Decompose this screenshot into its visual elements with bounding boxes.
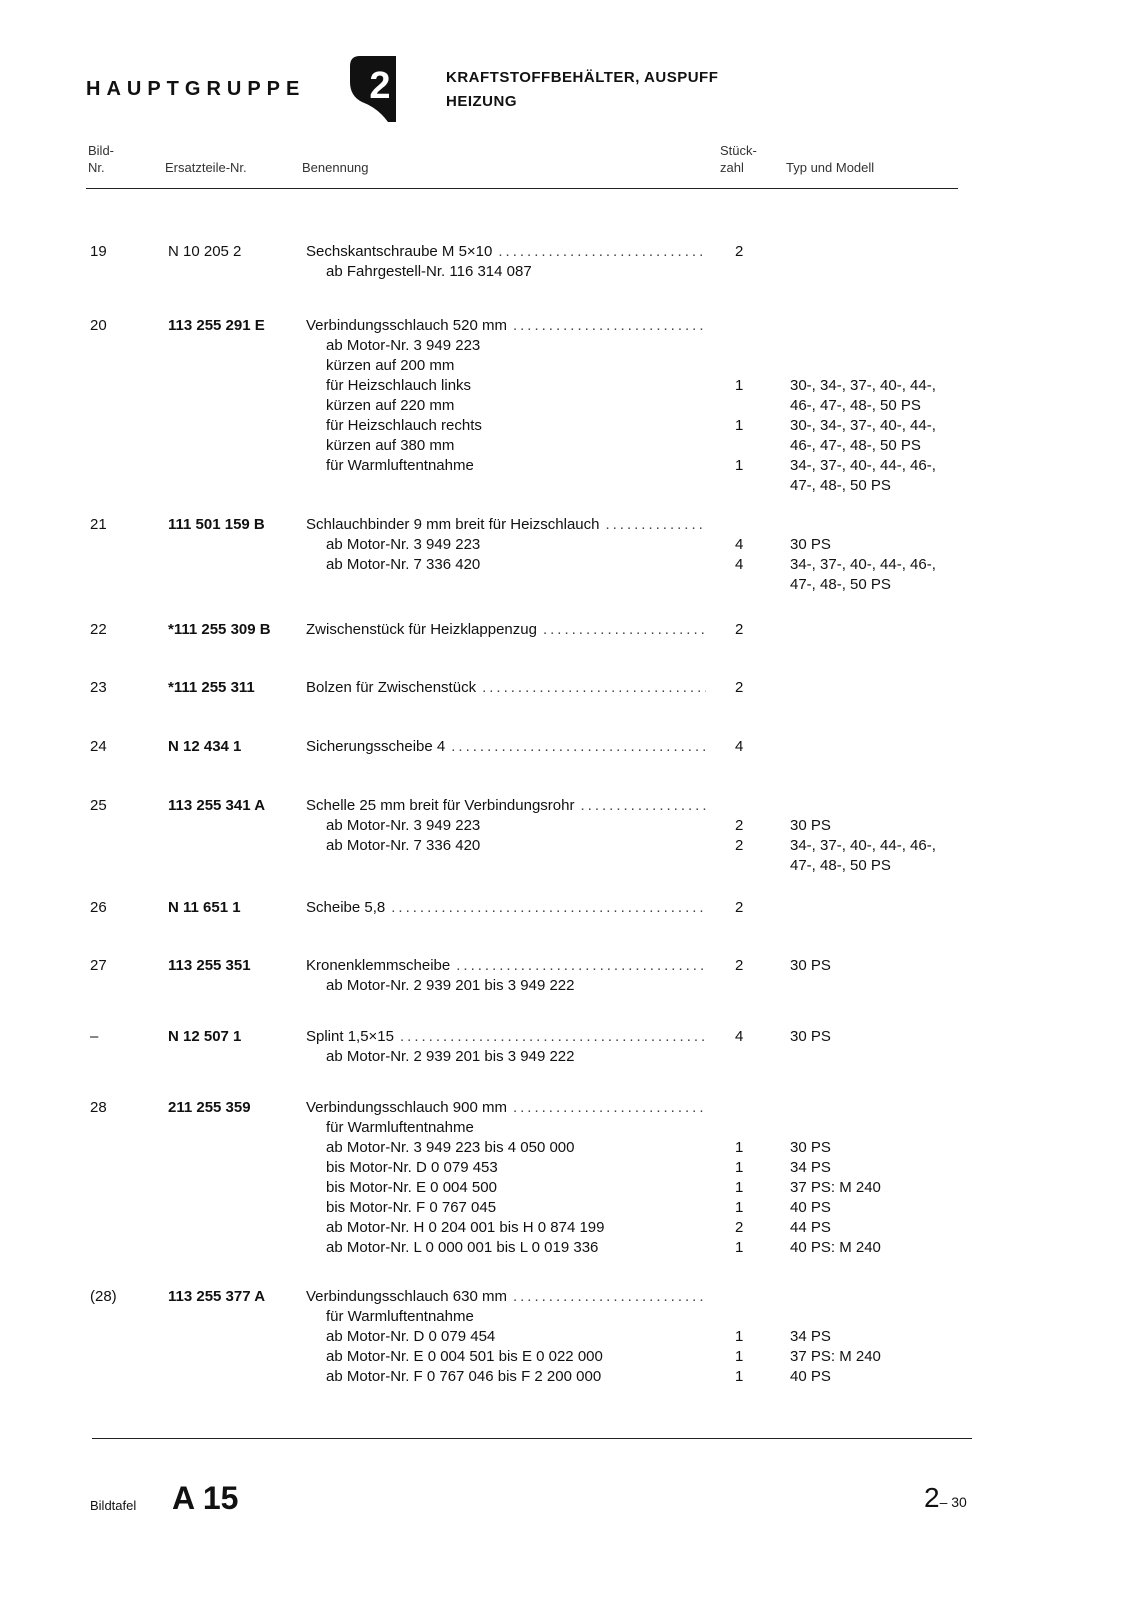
type-model-column (790, 1027, 831, 1047)
quantity: 2 (735, 679, 744, 696)
description-subline: ab Motor-Nr. 3 949 223 (326, 536, 481, 553)
col-header-bild-nr-line2: Nr. (88, 160, 105, 175)
description-lead-text: Zwischenstück für Heizklappenzug (306, 621, 537, 638)
quantity-column (735, 1098, 749, 1258)
leader-dots (513, 1098, 706, 1118)
leader-dots (543, 620, 706, 640)
type-model: 40 PS (790, 1368, 831, 1385)
description-lead-text: Verbindungsschlauch 630 mm (306, 1288, 507, 1305)
col-header-type: Typ und Modell (786, 160, 875, 175)
quantity-column (735, 515, 749, 575)
leader-dots (451, 737, 706, 757)
type-model (790, 796, 936, 816)
quantity: 1 (735, 1328, 744, 1345)
description-subline: kürzen auf 220 mm (326, 397, 455, 414)
col-header-bild-nr-line1: Bild- (88, 143, 115, 158)
type-model (790, 336, 936, 356)
quantity-column (735, 796, 749, 856)
quantity: 2 (735, 837, 744, 854)
type-model-column (790, 515, 936, 595)
type-model: 46-, 47-, 48-, 50 PS (790, 397, 921, 414)
quantity: 1 (735, 417, 744, 434)
quantity (735, 1287, 749, 1307)
type-model: 30 PS (790, 817, 831, 834)
type-model: 30-, 34-, 37-, 40-, 44-, (790, 377, 936, 394)
col-header-bild-nr (88, 142, 114, 176)
quantity: 2 (735, 957, 744, 974)
part-description (306, 620, 706, 640)
bild-nr: 28 (90, 1099, 107, 1116)
description-subline: kürzen auf 380 mm (326, 437, 455, 454)
col-header-qty-line1: Stück- (720, 143, 757, 158)
description-lead (306, 678, 706, 698)
type-model-column (790, 1098, 881, 1258)
col-header-qty (720, 142, 757, 176)
quantity: 1 (735, 1239, 744, 1256)
description-subline: für Warmluftentnahme (326, 1119, 474, 1136)
quantity: 4 (735, 556, 744, 573)
part-number: *111 255 309 B (168, 621, 271, 638)
quantity (735, 515, 749, 535)
description-lead-text: Bolzen für Zwischenstück (306, 679, 477, 696)
quantity: 1 (735, 1368, 744, 1385)
quantity (735, 796, 749, 816)
leader-dots (513, 1287, 706, 1307)
type-model-column (790, 316, 936, 496)
col-header-part-number: Ersatzteile-Nr. (165, 160, 247, 175)
part-description (306, 737, 706, 757)
description-subline: ab Motor-Nr. F 0 767 046 bis F 2 200 000 (326, 1368, 602, 1385)
type-model: 30 PS (790, 536, 831, 553)
quantity: 2 (735, 1219, 744, 1236)
description-lead-text: Sicherungsscheibe 4 (306, 738, 446, 755)
type-model: 40 PS: M 240 (790, 1239, 881, 1256)
leader-dots (391, 898, 706, 918)
leader-dots (400, 1027, 706, 1047)
quantity-column (735, 956, 749, 976)
type-model: 40 PS (790, 1199, 831, 1216)
page-number-minor: – 30 (939, 1494, 967, 1510)
description-subline: ab Fahrgestell-Nr. 116 314 087 (326, 263, 532, 280)
type-model (790, 1118, 881, 1138)
type-model: 30-, 34-, 37-, 40-, 44-, (790, 417, 936, 434)
type-model: 44 PS (790, 1219, 831, 1236)
type-model: 37 PS: M 240 (790, 1348, 881, 1365)
quantity (735, 1307, 749, 1327)
description-lead-text: Sechskantschraube M 5×10 (306, 243, 493, 260)
bild-nr: 19 (90, 243, 107, 260)
part-description (306, 1027, 726, 1067)
part-description (306, 515, 726, 575)
description-lead-text: Schelle 25 mm breit für Verbindungsrohr (306, 797, 575, 814)
description-subline: bis Motor-Nr. D 0 079 453 (326, 1159, 498, 1176)
quantity (735, 436, 749, 456)
quantity-column (735, 1287, 749, 1387)
description-lead (306, 737, 706, 757)
quantity-column (735, 242, 749, 262)
type-model: 34-, 37-, 40-, 44-, 46-, (790, 837, 936, 854)
bild-nr: 20 (90, 317, 107, 334)
description-subline: bis Motor-Nr. F 0 767 045 (326, 1199, 497, 1216)
description-lead (306, 242, 706, 262)
type-model (790, 1307, 881, 1327)
group-number-badge (348, 52, 404, 122)
type-model: 47-, 48-, 50 PS (790, 857, 891, 874)
description-subline: ab Motor-Nr. E 0 004 501 bis E 0 022 000 (326, 1348, 603, 1365)
plate-label: Bildtafel (90, 1498, 137, 1513)
part-description (306, 898, 706, 918)
description-subline: ab Motor-Nr. 3 949 223 (326, 337, 481, 354)
group-badge-icon (348, 52, 404, 122)
type-model (790, 1287, 881, 1307)
page-number-major: 2 (924, 1482, 940, 1513)
description-subline: für Heizschlauch links (326, 377, 472, 394)
quantity-column (735, 737, 749, 757)
part-number: 113 255 351 (168, 957, 251, 974)
part-description (306, 242, 726, 282)
description-lead (306, 796, 706, 816)
type-model: 47-, 48-, 50 PS (790, 576, 891, 593)
description-subline: für Warmluftentnahme (326, 457, 474, 474)
description-lead-text: Kronenklemmscheibe (306, 957, 451, 974)
bild-nr: 25 (90, 797, 107, 814)
description-lead (306, 1027, 706, 1047)
group-label: HAUPTGRUPPE (86, 78, 306, 100)
description-lead-text: Schlauchbinder 9 mm breit für Heizschlauch (306, 516, 600, 533)
description-lead (306, 1287, 706, 1307)
plate-number: A 15 (172, 1480, 239, 1516)
section-title (446, 66, 718, 114)
type-model-column (790, 1287, 881, 1387)
quantity-column (735, 898, 749, 918)
description-lead (306, 1098, 706, 1118)
quantity: 2 (735, 243, 744, 260)
bild-nr: – (90, 1028, 99, 1045)
part-number: N 11 651 1 (168, 899, 241, 916)
bild-nr: 27 (90, 957, 107, 974)
part-description (306, 1287, 726, 1387)
part-number: 113 255 341 A (168, 797, 266, 814)
description-lead (306, 898, 706, 918)
description-lead-text: Scheibe 5,8 (306, 899, 386, 916)
part-number: N 12 507 1 (168, 1028, 242, 1045)
part-number: 111 501 159 B (168, 516, 265, 533)
footer-rule (92, 1438, 972, 1439)
leader-dots (580, 796, 706, 816)
leader-dots (513, 316, 706, 336)
description-lead (306, 316, 706, 336)
bild-nr: 22 (90, 621, 107, 638)
quantity-column (735, 620, 749, 640)
description-subline: für Warmluftentnahme (326, 1308, 474, 1325)
quantity: 2 (735, 817, 744, 834)
description-lead-text: Splint 1,5×15 (306, 1028, 394, 1045)
description-lead-text: Verbindungsschlauch 900 mm (306, 1099, 507, 1116)
description-lead (306, 515, 706, 535)
description-lead (306, 620, 706, 640)
leader-dots (482, 678, 706, 698)
quantity (735, 1118, 749, 1138)
quantity-column (735, 1027, 749, 1047)
type-model (790, 316, 936, 336)
part-description (306, 678, 706, 698)
part-description (306, 796, 726, 856)
quantity: 4 (735, 536, 744, 553)
part-number: N 12 434 1 (168, 738, 242, 755)
type-model: 34 PS (790, 1328, 831, 1345)
col-header-qty-line2: zahl (720, 160, 744, 175)
description-lead-text: Verbindungsschlauch 520 mm (306, 317, 507, 334)
section-title-line2: HEIZUNG (446, 93, 517, 110)
quantity: 1 (735, 1159, 744, 1176)
leader-dots (498, 242, 706, 262)
description-subline: bis Motor-Nr. E 0 004 500 (326, 1179, 497, 1196)
quantity: 2 (735, 621, 744, 638)
quantity (735, 356, 749, 376)
type-model (790, 1098, 881, 1118)
quantity-column (735, 316, 749, 476)
part-description (306, 316, 726, 476)
quantity: 1 (735, 1179, 744, 1196)
description-subline: ab Motor-Nr. 3 949 223 bis 4 050 000 (326, 1139, 575, 1156)
description-lead (306, 956, 706, 976)
description-subline: ab Motor-Nr. L 0 000 001 bis L 0 019 336 (326, 1239, 599, 1256)
quantity (735, 336, 749, 356)
part-number: 113 255 377 A (168, 1288, 266, 1305)
quantity: 1 (735, 1348, 744, 1365)
quantity (735, 396, 749, 416)
page-number (924, 1482, 967, 1514)
description-subline: ab Motor-Nr. D 0 079 454 (326, 1328, 496, 1345)
type-model: 46-, 47-, 48-, 50 PS (790, 437, 921, 454)
quantity: 1 (735, 377, 744, 394)
bild-nr: 23 (90, 679, 107, 696)
description-subline: ab Motor-Nr. 2 939 201 bis 3 949 222 (326, 1048, 575, 1065)
part-description (306, 1098, 726, 1258)
description-subline: ab Motor-Nr. 7 336 420 (326, 556, 481, 573)
type-model-column (790, 796, 936, 876)
type-model: 30 PS (790, 957, 831, 974)
type-model (790, 515, 936, 535)
quantity: 1 (735, 1199, 744, 1216)
quantity: 1 (735, 1139, 744, 1156)
bild-nr: 21 (90, 516, 107, 533)
bild-nr: 24 (90, 738, 107, 755)
type-model: 34 PS (790, 1159, 831, 1176)
quantity: 4 (735, 738, 744, 755)
description-subline: für Heizschlauch rechts (326, 417, 482, 434)
quantity-column (735, 678, 749, 698)
quantity: 2 (735, 899, 744, 916)
type-model: 47-, 48-, 50 PS (790, 477, 891, 494)
type-model: 34-, 37-, 40-, 44-, 46-, (790, 457, 936, 474)
description-subline: ab Motor-Nr. 3 949 223 (326, 817, 481, 834)
quantity: 1 (735, 457, 744, 474)
part-number: 113 255 291 E (168, 317, 265, 334)
col-header-name: Benennung (302, 160, 369, 175)
type-model: 30 PS (790, 1028, 831, 1045)
part-number: N 10 205 2 (168, 243, 242, 260)
bild-nr: 26 (90, 899, 107, 916)
type-model (790, 356, 936, 376)
type-model-column (790, 956, 831, 976)
section-title-line1: KRAFTSTOFFBEHÄLTER, AUSPUFF (446, 69, 719, 86)
description-subline: ab Motor-Nr. 7 336 420 (326, 837, 481, 854)
type-model: 34-, 37-, 40-, 44-, 46-, (790, 556, 936, 573)
group-number: 2 (369, 65, 391, 107)
part-description (306, 956, 726, 996)
bild-nr: (28) (90, 1288, 117, 1305)
description-subline: ab Motor-Nr. H 0 204 001 bis H 0 874 199 (326, 1219, 605, 1236)
description-subline: kürzen auf 200 mm (326, 357, 455, 374)
quantity (735, 1098, 749, 1118)
header-rule (86, 188, 958, 189)
quantity (735, 316, 749, 336)
leader-dots (605, 515, 706, 535)
part-number: 211 255 359 (168, 1099, 251, 1116)
quantity: 4 (735, 1028, 744, 1045)
type-model: 30 PS (790, 1139, 831, 1156)
part-number: *111 255 311 (168, 679, 255, 696)
description-subline: ab Motor-Nr. 2 939 201 bis 3 949 222 (326, 977, 575, 994)
type-model: 37 PS: M 240 (790, 1179, 881, 1196)
leader-dots (456, 956, 706, 976)
